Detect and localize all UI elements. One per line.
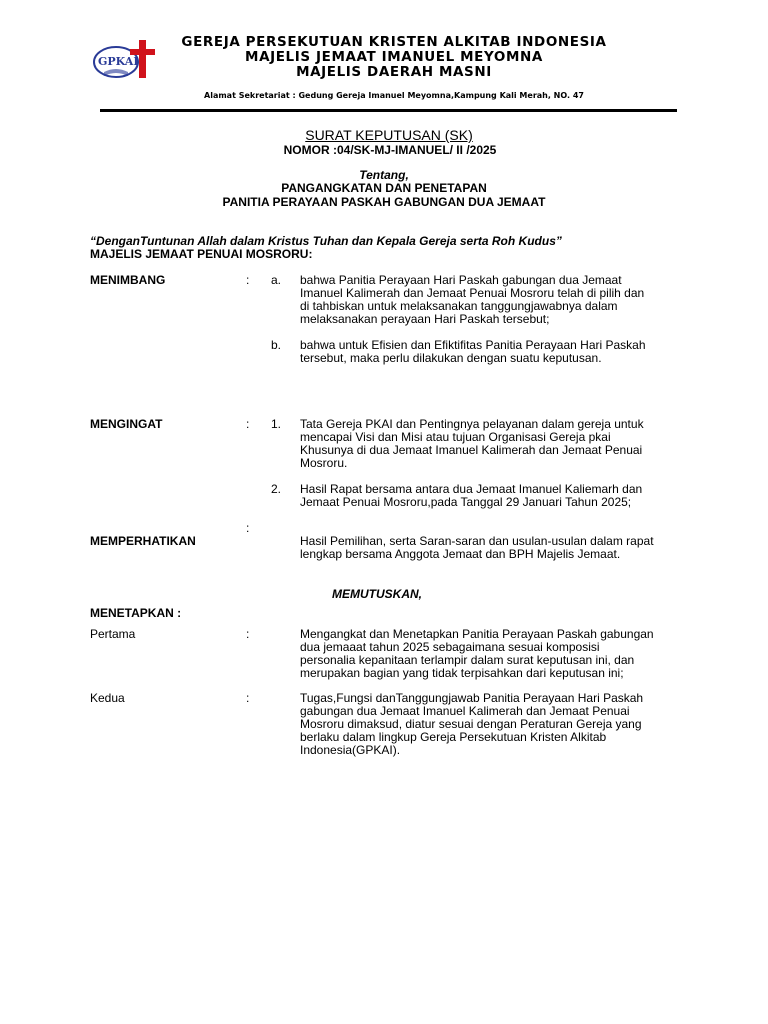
menimbang-item-b: bahwa untuk Efisien dan Efiktifitas Panitia Perayaan Hari Paskah tersebut, maka perlu dilakukan dengan suatu keputusan. bbox=[300, 338, 646, 365]
menimbang-marker-b: b. bbox=[271, 338, 282, 352]
letterhead-region-name: MAJELIS DAERAH MASNI bbox=[296, 64, 492, 80]
mengingat-item-2: Hasil Rapat bersama antara dua Jemaat Imanuel Kaliemarh dan Jemaat Penuai Mosroru,pada Tanggal 29 Januari Tahun 2025; bbox=[300, 482, 643, 509]
header-divider bbox=[100, 109, 677, 112]
memperhatikan-label: MEMPERHATIKAN bbox=[90, 534, 196, 548]
menimbang-colon: : bbox=[246, 273, 250, 287]
memperhatikan-text: Hasil Pemilihan, serta Saran-saran dan usulan-usulan dalam rapat lengkap bersama Anggota Jemaat dan BPH Majelis Jemaat. bbox=[300, 534, 654, 561]
pertama-label: Pertama bbox=[90, 627, 136, 641]
pertama-text: Mengangkat dan Menetapkan Panitia Perayaan Paskah gabungan dua jemaaat tahun 2025 sebagaimana sesuai komposisi personalia kepanitaan terlampir dalam surat keputusan ini, dan merupakan bagian yang tidak terpisahkan dari keputusan ini; bbox=[300, 627, 654, 680]
menimbang-marker-a: a. bbox=[271, 273, 282, 287]
mengingat-label: MENGINGAT bbox=[90, 417, 163, 431]
subject-line-2: PANITIA PERAYAAN PASKAH GABUNGAN DUA JEMAAT bbox=[222, 195, 546, 209]
preamble-body: MAJELIS JEMAAT PENUAI MOSRORU: bbox=[90, 247, 313, 261]
mengingat-colon: : bbox=[246, 417, 250, 431]
letterhead-church-name: GEREJA PERSEKUTUAN KRISTEN ALKITAB INDONESIA bbox=[181, 34, 607, 50]
kedua-text: Tugas,Fungsi danTanggungjawab Panitia Perayaan Hari Paskah gabungan dua Jemaat Imanuel Kalimerah dan Jemaat Penuai Mosroru dimaksud, diatur sesuai dengan Peraturan Gereja yang berlaku dalam lingkup Gereja Persekutuan Kristen Alkitab Indonesia(GPKAI). bbox=[300, 691, 644, 757]
document-number: NOMOR :04/SK-MJ-IMANUEL/ II /2025 bbox=[283, 143, 497, 157]
letterhead-address: Alamat Sekretariat : Gedung Gereja Imanuel Meyomna,Kampung Kali Merah, NO. 47 bbox=[204, 91, 584, 100]
menetapkan-label: MENETAPKAN : bbox=[90, 606, 182, 620]
menimbang-label: MENIMBANG bbox=[90, 273, 166, 287]
subject-line-1: PANGANGKATAN DAN PENETAPAN bbox=[281, 181, 487, 195]
kedua-colon: : bbox=[246, 691, 250, 705]
mengingat-marker-2: 2. bbox=[271, 482, 282, 496]
memutuskan-heading: MEMUTUSKAN, bbox=[332, 587, 422, 601]
menimbang-item-a: bahwa Panitia Perayaan Hari Paskah gabungan dua Jemaat Imanuel Kalimerah dan Jemaat Penuai Mosroru telah di pilih dan di tahbiskan untuk melaksanakan tanggungjawabnya dalam melaksanakan perayaan Hari Paskah tersebut; bbox=[300, 273, 645, 326]
memperhatikan-colon: : bbox=[246, 521, 250, 535]
kedua-label: Kedua bbox=[90, 691, 125, 705]
tentang-label: Tentang, bbox=[359, 168, 409, 182]
mengingat-marker-1: 1. bbox=[271, 417, 282, 431]
preamble-quote: “DenganTuntunan Allah dalam Kristus Tuhan dan Kepala Gereja serta Roh Kudus” bbox=[90, 234, 562, 248]
pertama-colon: : bbox=[246, 627, 250, 641]
letterhead-council-name: MAJELIS JEMAAT IMANUEL MEYOMNA bbox=[245, 49, 543, 65]
logo-text: GPKAI bbox=[98, 55, 139, 68]
mengingat-item-1: Tata Gereja PKAI dan Pentingnya pelayanan dalam gereja untuk mencapai Visi dan Misi atau tujuan Organisasi Gereja pkai Khusunya di dua Jemaat Imanuel Kalimerah dan Jemaat Penuai Mosroru. bbox=[300, 417, 644, 470]
document-heading: SURAT KEPUTUSAN (SK) bbox=[305, 127, 473, 143]
